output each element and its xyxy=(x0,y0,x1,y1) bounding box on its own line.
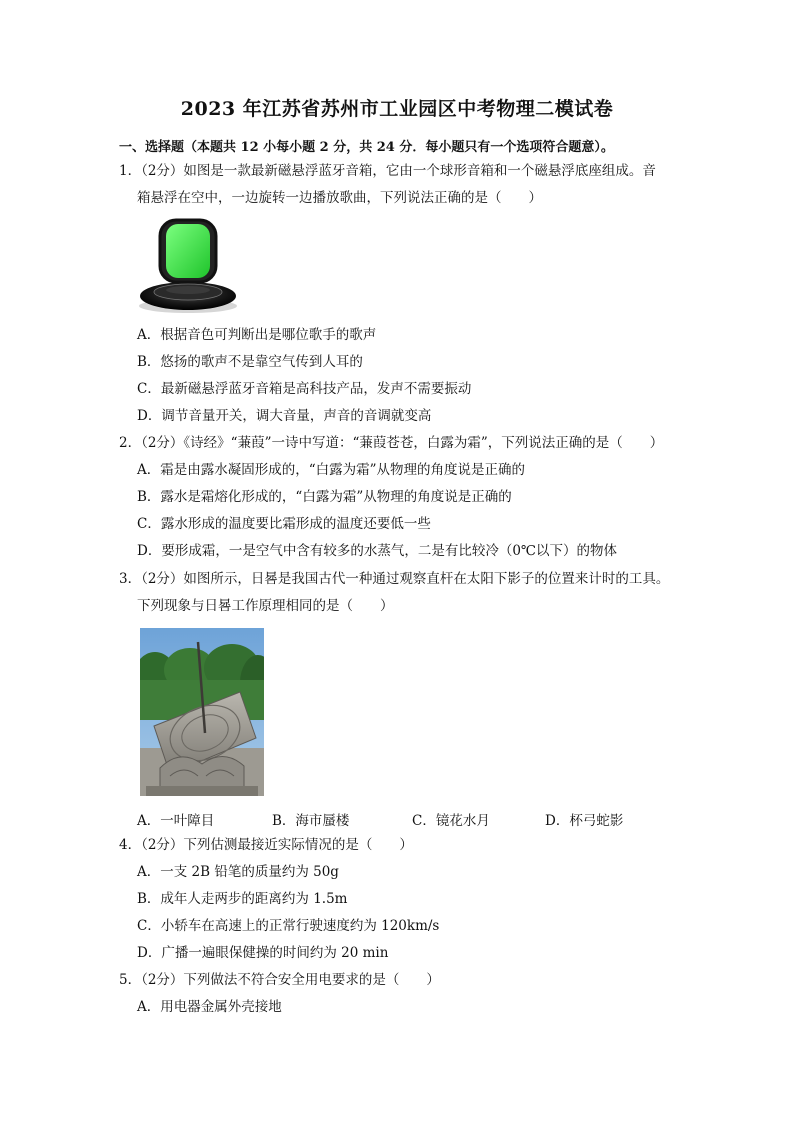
question-4-stem: 4．（2分）下列估测最接近实际情况的是（ ） xyxy=(119,837,413,853)
question-4-option-b: B．成年人走两步的距离约为 1.5m xyxy=(137,891,348,907)
question-4-option-a: A．一支 2B 铅笔的质量约为 50g xyxy=(137,864,339,880)
question-1-stem-line2: 箱悬浮在空中，一边旋转一边播放歌曲，下列说法正确的是（ ） xyxy=(137,190,542,206)
question-2-option-b: B．露水是霜熔化形成的，“白露为霜”从物理的角度说是正确的 xyxy=(137,489,512,505)
question-1-option-b: B．悠扬的歌声不是靠空气传到人耳的 xyxy=(137,354,363,370)
question-1-stem-line1: 1．（2分）如图是一款最新磁悬浮蓝牙音箱，它由一个球形音箱和一个磁悬浮底座组成。音 xyxy=(119,163,656,179)
question-3-option-c: C．镜花水月 xyxy=(412,813,490,829)
question-2-option-a: A．霜是由露水凝固形成的，“白露为霜”从物理的角度说是正确的 xyxy=(137,462,526,478)
question-5-option-a: A．用电器金属外壳接地 xyxy=(137,999,282,1015)
question-4-option-c: C．小轿车在高速上的正常行驶速度约为 120km/s xyxy=(137,918,440,934)
question-4-option-d: D．广播一遍眼保健操的时间约为 20 min xyxy=(137,945,389,961)
question-2-option-d: D．要形成霜，一是空气中含有较多的水蒸气，二是有比较冷（0℃以下）的物体 xyxy=(137,543,618,559)
question-2-stem: 2．（2分）《诗经》“蒹葭”一诗中写道：“蒹葭苍苍，白露为霜”，下列说法正确的是（ ） xyxy=(119,435,664,451)
question-3-stem-line1: 3．（2分）如图所示，日晷是我国古代一种通过观察直杆在太阳下影子的位置来计时的工具。 xyxy=(119,571,670,587)
question-3-option-b: B．海市蜃楼 xyxy=(272,813,350,829)
sundial-image xyxy=(140,628,264,796)
question-3-stem-line2: 下列现象与日晷工作原理相同的是（ ） xyxy=(137,598,394,614)
speaker-image xyxy=(138,216,238,314)
exam-title: 2023 年江苏省苏州市工业园区中考物理二模试卷 xyxy=(180,98,614,120)
question-1-option-c: C．最新磁悬浮蓝牙音箱是高科技产品，发声不需要振动 xyxy=(137,381,472,397)
section-heading: 一、选择题（本题共 12 小每小题 2 分，共 24 分．每小题只有一个选项符合题意）。 xyxy=(119,140,614,155)
question-1-option-a: A．根据音色可判断出是哪位歌手的歌声 xyxy=(137,327,377,343)
question-3-option-a: A．一叶障目 xyxy=(137,813,215,829)
question-1-option-d: D．调节音量开关，调大音量，声音的音调就变高 xyxy=(137,408,432,424)
question-2-option-c: C．露水形成的温度要比霜形成的温度还要低一些 xyxy=(137,516,431,532)
question-3-option-d: D．杯弓蛇影 xyxy=(545,813,624,829)
question-5-stem: 5．（2分）下列做法不符合安全用电要求的是（ ） xyxy=(119,972,440,988)
